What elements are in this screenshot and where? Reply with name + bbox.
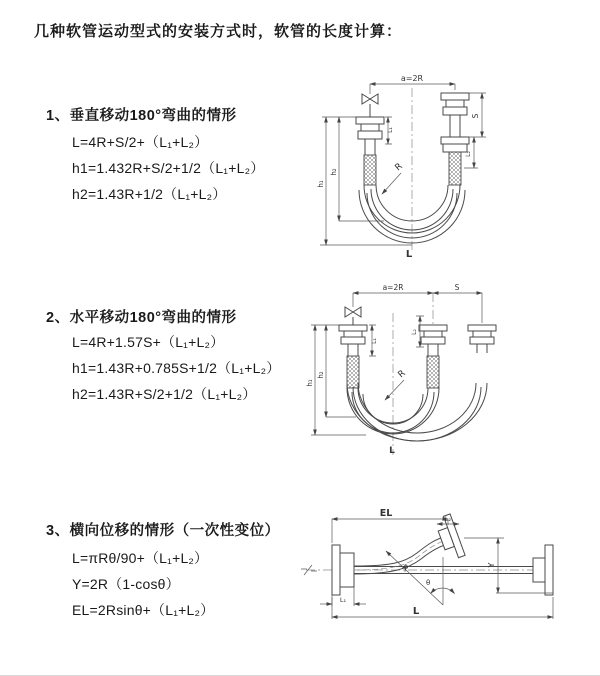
dimension-r [382, 162, 405, 194]
dim-label-s: S [471, 113, 480, 119]
section-1-formula-h2: h2=1.43R+1/2（L₁+L₂） [72, 186, 227, 202]
section-1-formula-h1: h1=1.432R+S/2+1/2（L₁+L₂） [72, 160, 265, 176]
section-3-heading: 3、横向位移的情形（一次性变位） [46, 523, 280, 539]
dimension-a2r-s [353, 283, 482, 323]
section-3-formula-y: Y=2R（1-cosθ） [72, 576, 180, 592]
dim-label-a2r: a=2R [382, 283, 404, 292]
dim-label-l: L [412, 606, 420, 617]
dim-label-y: Y [487, 562, 496, 568]
left-flange [356, 117, 384, 185]
left-flange [332, 545, 354, 595]
dim-label-l-total: L [389, 446, 395, 456]
dim-label-a2r: a=2R [400, 74, 424, 83]
dim-label-l2: L₂ [465, 151, 472, 157]
dim-label-r: R [398, 562, 411, 575]
dim-label-theta: θ [426, 579, 431, 587]
dim-label-h1: h₁ [317, 180, 325, 188]
diagram-horizontal-180-bend [306, 283, 600, 465]
right-flange [468, 325, 496, 353]
section-1-heading: 1、垂直移动180°弯曲的情形 [46, 108, 237, 124]
dim-label-l1: L₁ [387, 127, 394, 133]
right-flange [441, 93, 469, 185]
section-1-formula-l: L=4R+S/2+（L₁+L₂） [72, 134, 209, 150]
dim-label-r: R [393, 161, 405, 174]
page-title: 几种软管运动型式的安装方式时，软管的长度计算： [34, 23, 403, 40]
diagram-lateral-displacement [298, 505, 600, 640]
dim-label-h2: h₂ [330, 168, 338, 176]
dim-label-l1: L₁ [339, 596, 347, 604]
dimension-l1 [369, 325, 378, 356]
middle-flange [419, 325, 447, 388]
valve-icon [345, 307, 361, 325]
dim-label-l1: L₁ [371, 338, 378, 344]
section-3-formula-el: EL=2Rsinθ+（L₁+L₂） [72, 602, 215, 618]
dim-label-h2: h₂ [317, 371, 325, 379]
dimension-s-l2 [464, 93, 486, 168]
dimension-l2 [437, 515, 459, 524]
dim-label-l2: L₂ [444, 515, 452, 523]
section-2-formula-h2: h2=1.43R+S/2+1/2（L₁+L₂） [72, 386, 257, 402]
hose-u-bend [347, 383, 487, 441]
dim-label-s: S [454, 283, 460, 292]
dimension-l-total [332, 597, 553, 619]
section-2-formula-h1: h1=1.43R+0.785S+1/2（L₁+L₂） [72, 360, 281, 376]
section-2-heading: 2、水平移动180°弯曲的情形 [46, 310, 237, 326]
dimension-r [385, 369, 408, 400]
dim-label-r: R [396, 368, 408, 381]
dim-label-h1: h₁ [306, 379, 314, 387]
diagram-vertical-180-bend [312, 72, 600, 260]
dimension-el [332, 508, 448, 543]
section-3-formula-l: L=πRθ/90+（L₁+L₂） [72, 550, 209, 566]
dimension-a2r [370, 74, 455, 94]
dim-label-l-total: L [405, 249, 413, 260]
valve-icon [362, 94, 378, 117]
dim-label-el: EL [379, 508, 393, 519]
dimension-l1 [385, 117, 394, 144]
dimension-l1 [320, 587, 366, 606]
section-2-formula-l: L=4R+1.57S+（L₁+L₂） [72, 334, 225, 350]
dim-label-l2: L₂ [411, 329, 418, 335]
left-flange [339, 325, 367, 388]
